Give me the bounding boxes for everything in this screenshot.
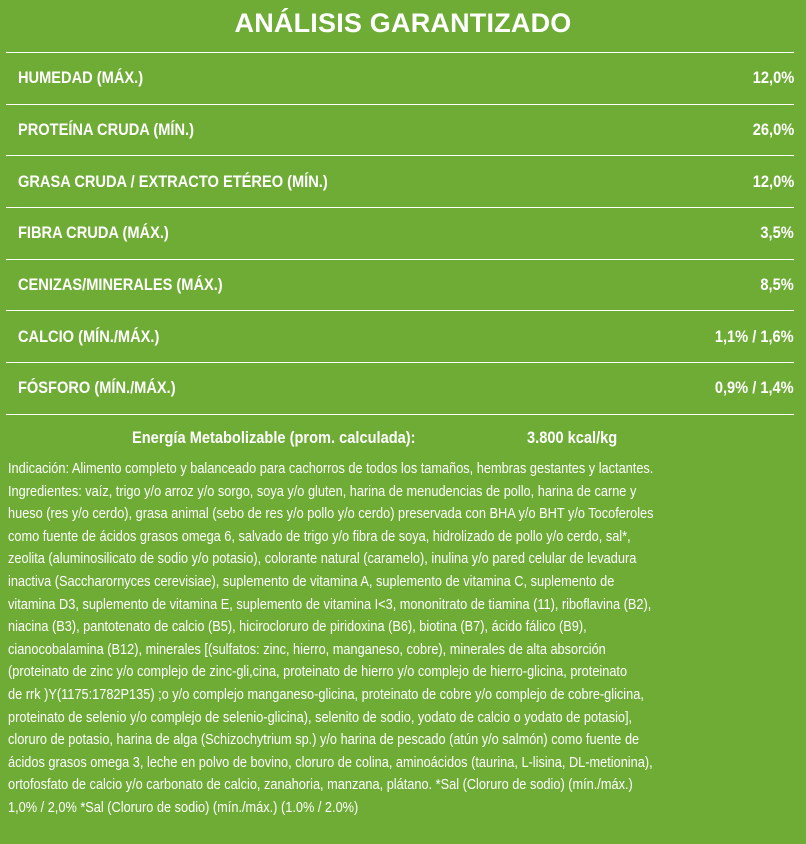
row-value: 8,5% [760, 275, 794, 295]
ingredients-text [8, 458, 803, 820]
row-value: 1,1% / 1,6% [715, 326, 794, 346]
row-label: FIBRA CRUDA (MÁX.) [18, 223, 169, 243]
row-value: 12,0% [752, 171, 794, 191]
text-line: niacina (B3), pantotenato de calcio (B5), hiciroclorurо de piridoxina (B6), biotina (B7), ácido fálico (B9), [8, 618, 587, 636]
table-row [6, 260, 794, 312]
row-value: 26,0% [752, 120, 794, 140]
table-row [6, 53, 794, 105]
table-row [6, 105, 794, 157]
text-line: cloruro de potasio, harina de alga (Schizochytrium sp.) y/o harina de pescado (atún y/o salmón) como fuente de [8, 731, 640, 749]
text-line: ortofosfato de calcio y/o carbonato de calcio, zanahoria, manzana, plátano. *Sal (Cloruro de sodio) (mín./máx.) [8, 776, 633, 794]
text-line: (proteinato de zinc y/o complejo de zinc-gli,cina, proteinato de hierro y/o complejo de hierro-glicina, proteinato [8, 663, 628, 681]
row-value: 3,5% [760, 223, 794, 243]
page-title: ANÁLISIS GARANTIZADO [234, 8, 572, 38]
table-row [6, 156, 794, 208]
table-row [6, 363, 794, 415]
row-value: 12,0% [752, 68, 794, 88]
energy-value: 3.800 kcal/kg [527, 428, 618, 447]
row-label: HUMEDAD (MÁX.) [18, 68, 144, 88]
row-label: CALCIO (MÍN./MÁX.) [18, 326, 160, 346]
text-line: proteinato de selenio y/o complejo de selenio-glicina), selenito de sodio, yodato de calcio o yodato de potasio], [8, 708, 633, 726]
text-line: Indicación: Alimento completo y balanceado para cachorros de todos los tamaños, hembras gestantes y lactantes. [8, 460, 654, 477]
text-line: 1,0% / 2,0% *Sal (Cloruro de sodio) (mín./máx.) (1.0% / 2.0%) [8, 798, 359, 816]
table-row [6, 208, 794, 260]
row-label: CENIZAS/MINERALES (MÁX.) [18, 275, 223, 295]
row-label: PROTEÍNA CRUDA (MÍN.) [18, 120, 194, 140]
guaranteed-analysis-table [6, 52, 794, 415]
table-row [6, 311, 794, 363]
row-label: GRASA CRUDA / EXTRACTO ETÉREO (MÍN.) [18, 171, 328, 191]
row-label: FÓSFORO (MÍN./MÁX.) [18, 378, 176, 398]
metabolizable-energy [0, 424, 806, 452]
text-line: como fuente de ácidos grasos omega 6, salvado de trigo y/o fibra de soya, hidrolizado de pollo y/o cerdo, sal*, [8, 527, 631, 545]
text-line: de rrk )Y(1175:1782P135) ;o y/o complejo manganeso-glicina, proteinato de cobre y/o complejo de cobre-glicina, [8, 685, 644, 703]
text-line: vitamina D3, suplemento de vitamina E, suplemento de vitamina I<3, mononitrato de tiamina (11), riboflavina (B2), [8, 595, 652, 613]
text-line: ácidos grasos omega 3, leche en polvo de bovino, cloruro de colina, aminoácidos (taurina, L-lisina, DL-metionina), [8, 753, 653, 771]
row-value: 0,9% / 1,4% [715, 378, 794, 398]
text-line: Ingredientes: vaíz, trigo y/o arroz y/o sorgo, soya y/o gluten, harina de menudencias de pollo, harina de carne y [8, 482, 637, 500]
text-line: hueso (res y/o cerdo), grasa animal (sebo de res y/o pollo y/o cerdo) preservada con BHA y/o BHT y/o Tocoferoles [8, 505, 654, 523]
energy-label: Energía Metabolizable (prom. calculada): [132, 428, 416, 447]
text-line: inactiva (Saccharornyces cerevisiae), suplemento de vitamina A, suplemento de vitamina C, suplemento de [8, 572, 615, 590]
text-line: cianocobalamina (B12), minerales [(sulfatos: zinc, hierro, manganeso, cobre), minerales de alta absorción [8, 640, 606, 658]
text-line: zeolita (aluminosilicato de sodio y/o potasio), colorante natural (caramelo), inulina y/o pared celular de levadura [8, 550, 637, 568]
